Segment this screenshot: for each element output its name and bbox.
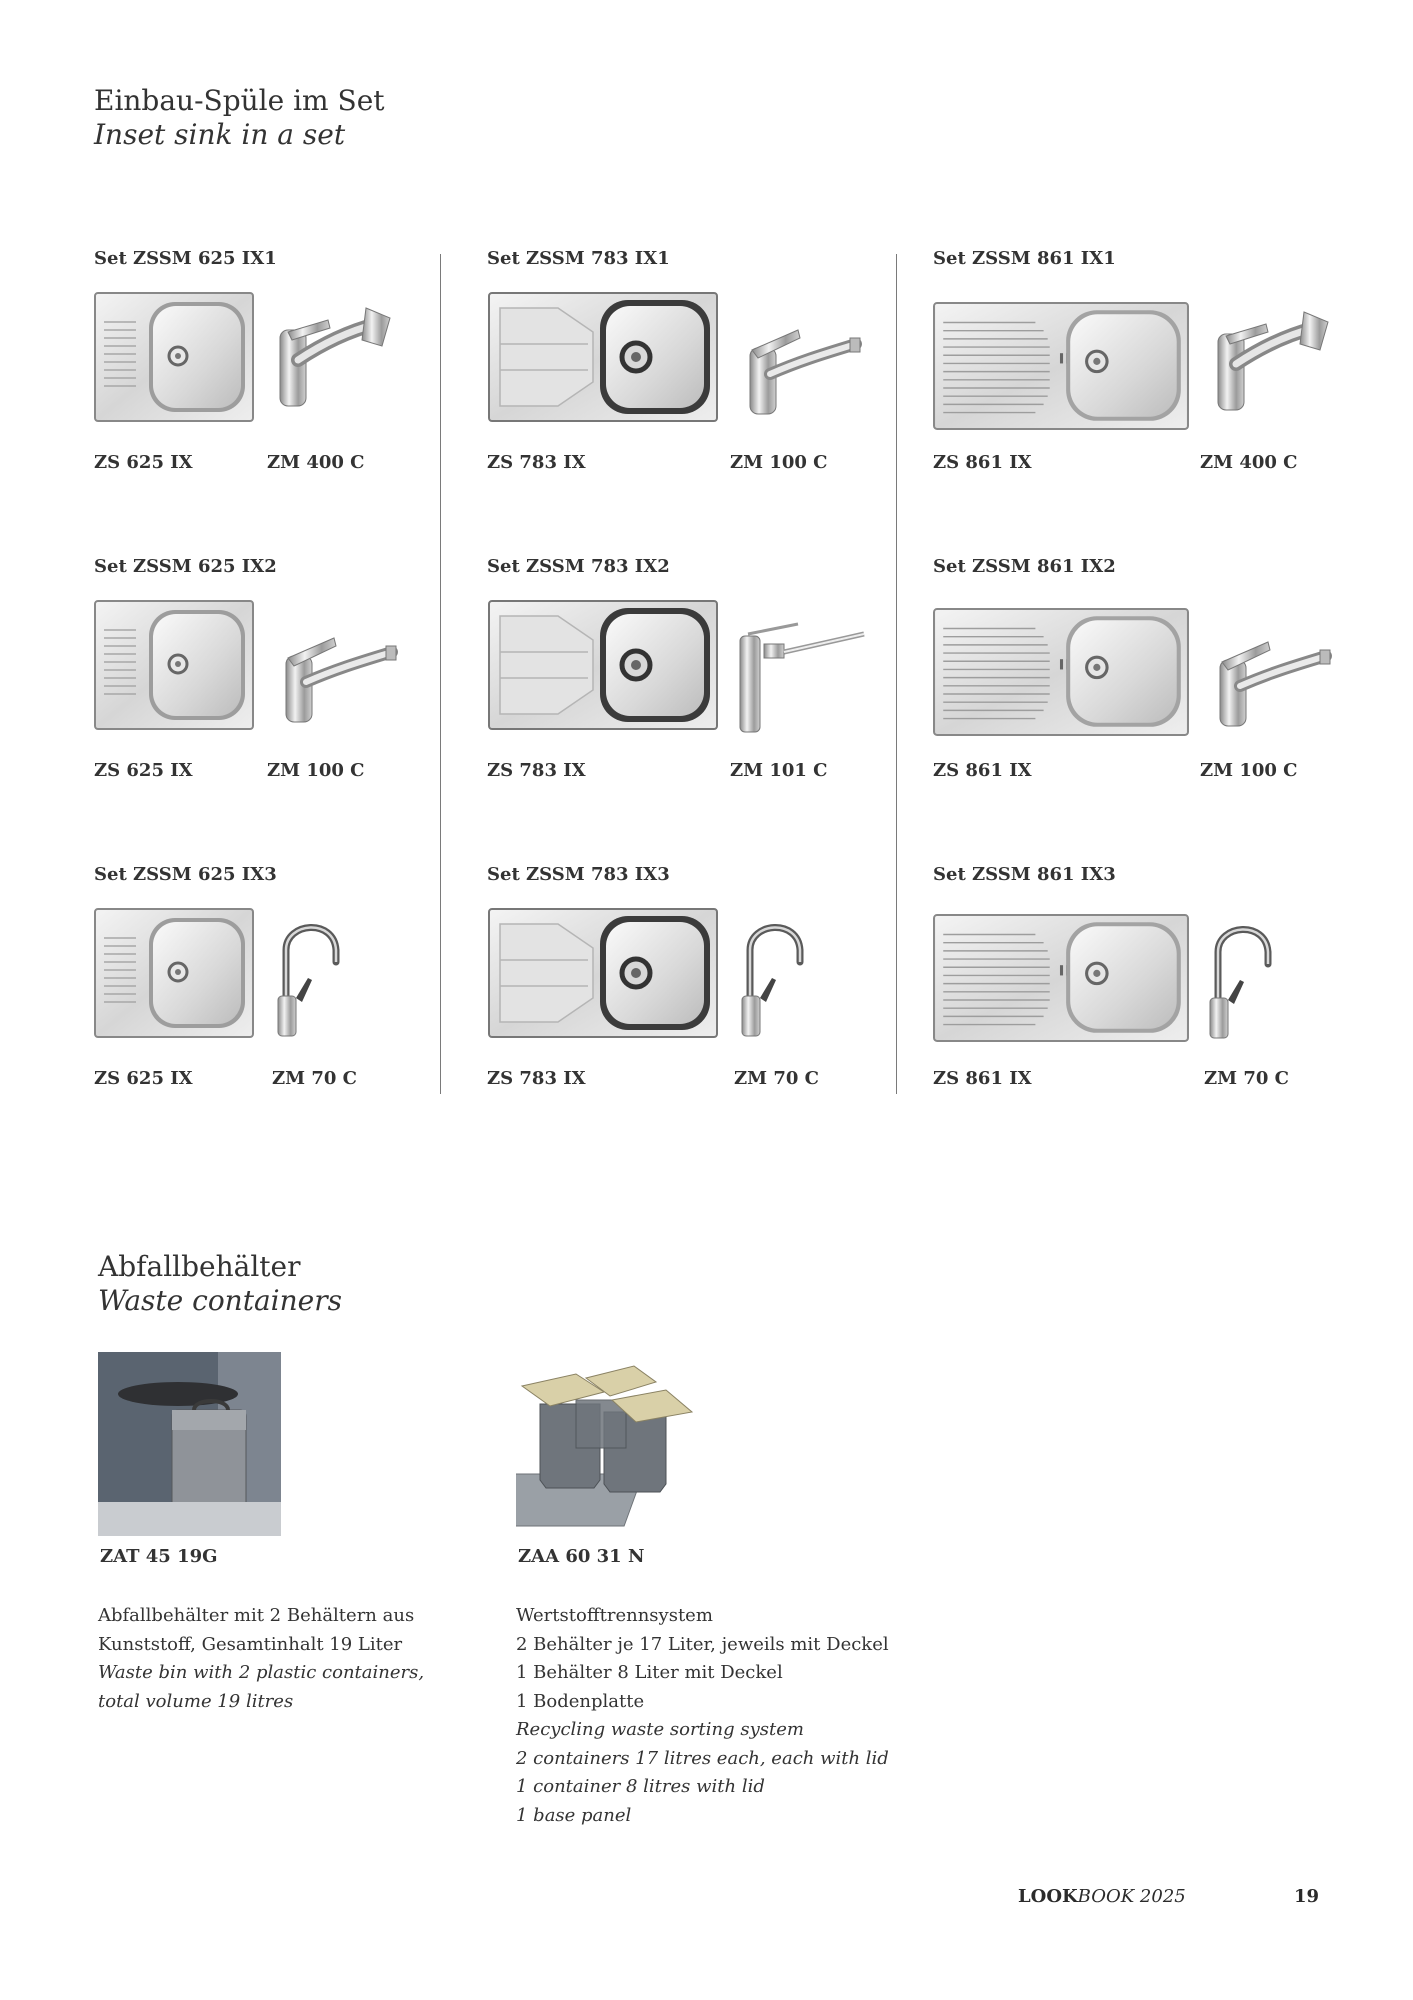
- faucet-image: [264, 910, 354, 1040]
- footer-brand: [1018, 1886, 1186, 1907]
- desc-line: 2 Behälter je 17 Liter, jeweils mit Deckel: [516, 1633, 889, 1655]
- set-title: Set ZSSM 783 IX3: [487, 864, 670, 885]
- page-title-en: Inset sink in a set: [94, 118, 346, 151]
- page-title-de: Einbau-Spüle im Set: [94, 84, 385, 117]
- section-title-en: Waste containers: [98, 1284, 342, 1317]
- set-title: Set ZSSM 783 IX1: [487, 248, 670, 269]
- waste-bin-image: [98, 1352, 281, 1536]
- set-title: Set ZSSM 625 IX1: [94, 248, 277, 269]
- faucet-image: [258, 300, 398, 410]
- faucet-code: ZM 400 C: [267, 452, 365, 473]
- product-description: [516, 1602, 956, 1830]
- desc-line: Kunststoff, Gesamtinhalt 19 Liter: [98, 1633, 403, 1655]
- desc-line: 1 base panel: [516, 1804, 632, 1826]
- set-title: Set ZSSM 861 IX2: [933, 556, 1116, 577]
- set-title: Set ZSSM 861 IX1: [933, 248, 1116, 269]
- set-title: Set ZSSM 625 IX3: [94, 864, 277, 885]
- sink-code: ZS 783 IX: [487, 452, 586, 473]
- footer-brand-italic: BOOK 2025: [1077, 1886, 1186, 1907]
- sink-image: [94, 600, 254, 730]
- sink-code: ZS 783 IX: [487, 1068, 586, 1089]
- sink-image: [94, 908, 254, 1038]
- sink-code: ZS 861 IX: [933, 760, 1032, 781]
- sink-image: [933, 608, 1189, 736]
- sink-image: [933, 302, 1189, 430]
- product-code: ZAA 60 31 N: [518, 1546, 645, 1567]
- faucet-image: [262, 616, 402, 726]
- sink-image: [487, 908, 719, 1038]
- sink-code: ZS 625 IX: [94, 1068, 193, 1089]
- sink-image: [933, 914, 1189, 1042]
- faucet-code: ZM 100 C: [730, 452, 828, 473]
- faucet-image: [726, 308, 866, 418]
- column-divider: [896, 254, 897, 1094]
- sink-code: ZS 783 IX: [487, 760, 586, 781]
- faucet-code: ZM 101 C: [730, 760, 828, 781]
- faucet-image: [1196, 620, 1336, 730]
- sink-code: ZS 861 IX: [933, 452, 1032, 473]
- footer-brand-bold: LOOK: [1018, 1886, 1078, 1907]
- recycling-system-image: [516, 1356, 696, 1536]
- desc-line: 1 Behälter 8 Liter mit Deckel: [516, 1662, 783, 1683]
- column-divider: [440, 254, 441, 1094]
- set-title: Set ZSSM 625 IX2: [94, 556, 277, 577]
- faucet-code: ZM 70 C: [1204, 1068, 1289, 1089]
- sink-image: [487, 292, 719, 422]
- product-description: [98, 1602, 458, 1716]
- faucet-code: ZM 100 C: [267, 760, 365, 781]
- desc-line: Recycling waste sorting system: [516, 1719, 804, 1740]
- faucet-image: [1196, 304, 1336, 414]
- desc-line: total volume 19 litres: [98, 1690, 294, 1712]
- faucet-image: [728, 606, 868, 736]
- desc-line: Waste bin with 2 plastic containers,: [98, 1662, 425, 1683]
- desc-line: 1 container 8 litres with lid: [516, 1776, 765, 1797]
- desc-line: Abfallbehälter mit 2 Behältern aus: [98, 1605, 415, 1626]
- desc-line: 1 Bodenplatte: [516, 1690, 645, 1712]
- faucet-code: ZM 70 C: [272, 1068, 357, 1089]
- sink-code: ZS 625 IX: [94, 760, 193, 781]
- desc-line: 2 containers 17 litres each, each with lid: [516, 1747, 889, 1769]
- set-title: Set ZSSM 783 IX2: [487, 556, 670, 577]
- sink-code: ZS 625 IX: [94, 452, 193, 473]
- faucet-image: [728, 910, 818, 1040]
- set-title: Set ZSSM 861 IX3: [933, 864, 1116, 885]
- sink-image: [487, 600, 719, 730]
- faucet-code: ZM 100 C: [1200, 760, 1298, 781]
- faucet-image: [1196, 912, 1286, 1042]
- faucet-code: ZM 70 C: [734, 1068, 819, 1089]
- page-number: 19: [1294, 1886, 1320, 1907]
- desc-line: Wertstofftrennsystem: [516, 1605, 713, 1626]
- section-title-de: Abfallbehälter: [98, 1250, 301, 1283]
- sink-code: ZS 861 IX: [933, 1068, 1032, 1089]
- faucet-code: ZM 400 C: [1200, 452, 1298, 473]
- product-code: ZAT 45 19G: [100, 1546, 218, 1567]
- sink-image: [94, 292, 254, 422]
